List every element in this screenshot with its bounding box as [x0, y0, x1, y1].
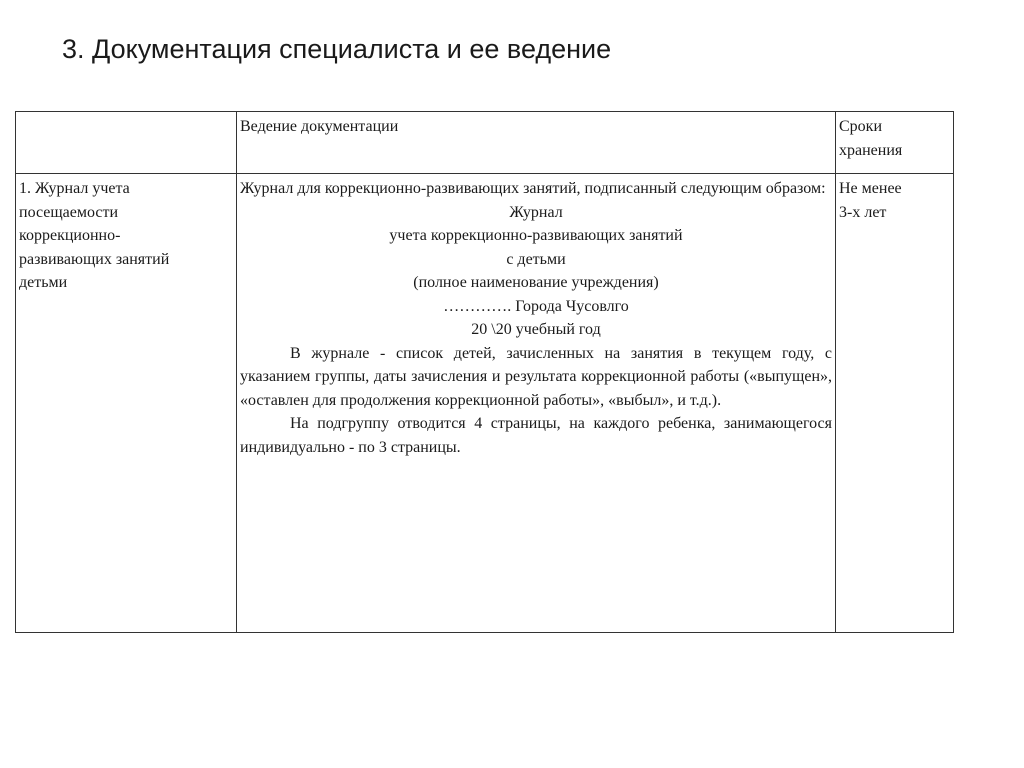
header-retention-line-1: Сроки: [839, 118, 883, 135]
journal-title-line: 20 \20 учебный год: [471, 321, 601, 338]
header-cell-documentation: Ведение документации: [237, 112, 836, 174]
slide-title: 3. Документация специалиста и ее ведение: [62, 34, 612, 64]
description-paragraph-2: На подгруппу отводится 4 страницы, на каждого ребенка, занимающегося индивидуально - по 3 страницы.: [240, 415, 832, 456]
journal-title-line: учета коррекционно-развивающих занятий: [389, 227, 683, 244]
table-header-row: [16, 112, 954, 174]
journal-title-block: [240, 201, 832, 342]
header-cell-retention: [836, 112, 954, 174]
retention-line-2: 3-х лет: [839, 203, 887, 221]
retention-line-1: Не менее: [839, 180, 902, 197]
document-name-line: детьми: [19, 274, 68, 291]
header-cell-empty: [16, 112, 237, 174]
document-name-line: развивающих занятий: [19, 250, 170, 268]
description-paragraph-1: В журнале - список детей, зачисленных на занятия в текущем году, с указанием группы, даты зачисления и результата коррекционной работы («выпущен», «оставлен для продолжения коррекционной работы», «выбыл», и т.д.).: [240, 344, 832, 409]
documentation-description-cell: [237, 174, 836, 633]
table-row: [16, 174, 954, 633]
documentation-table: [15, 111, 954, 633]
journal-title-line: …………. Города Чусовлго: [443, 297, 629, 315]
journal-title-line: (полное наименование учреждения): [413, 274, 659, 291]
header-retention-line-2: хранения: [839, 141, 903, 159]
journal-title-line: с детьми: [506, 250, 566, 268]
description-intro: Журнал для коррекционно-развивающих занятий, подписанный следующим образом:: [240, 180, 826, 197]
document-name-line: 1. Журнал учета: [19, 180, 130, 197]
document-name-cell: [16, 174, 237, 633]
document-name-line: посещаемости: [19, 203, 119, 221]
document-name-line: коррекционно-: [19, 227, 121, 244]
journal-title-line: Журнал: [509, 203, 563, 221]
retention-period-cell: [836, 174, 954, 633]
